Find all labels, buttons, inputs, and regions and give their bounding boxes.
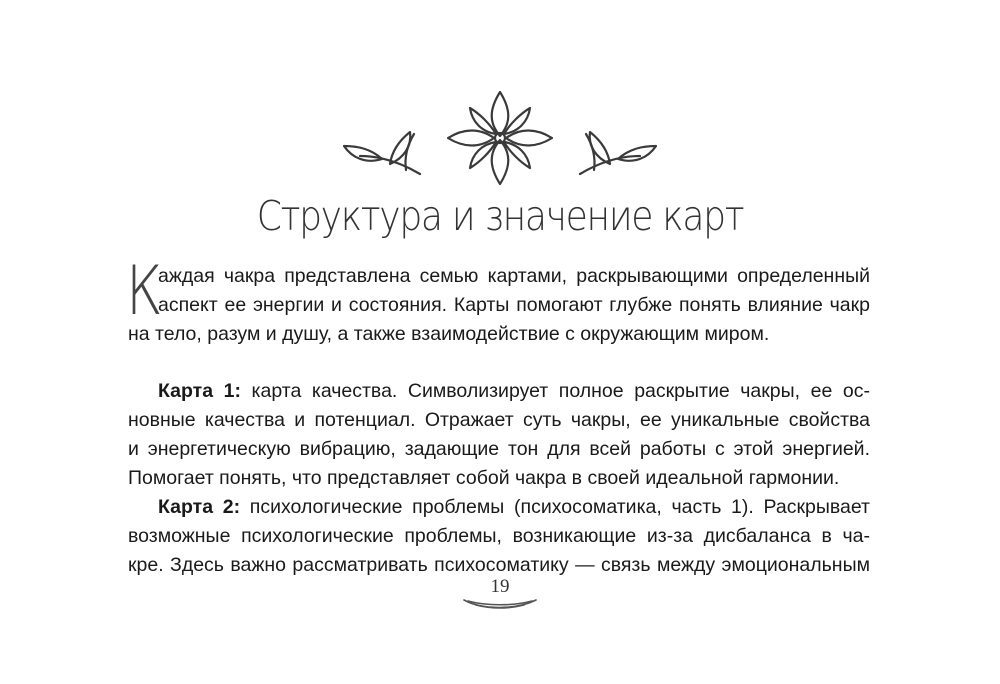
- right-leaf-sprig-icon: [580, 132, 656, 174]
- page-number: 19: [490, 576, 510, 597]
- intro-line: аждая чакра представлена семью картами, раскрывающими определенный: [158, 265, 870, 287]
- card-2-line: кре. Здесь важно рассматривать психосоматику — связь между эмоциональным: [128, 554, 870, 576]
- card-1-line: Помогает понять, что представляет собой чакра в своей идеальной гармонии.: [128, 467, 840, 489]
- card-1-line: Карта 1: карта качества. Символизирует полное раскрытие чакры, ее ос-: [158, 380, 870, 402]
- intro-line: на тело, разум и душу, а также взаимодействие с окружающим миром.: [128, 323, 770, 345]
- page-title: Структура и значение карт: [256, 192, 744, 240]
- body-text: [126, 252, 870, 580]
- card-1-label: Карта 1:: [158, 380, 241, 402]
- card-1-line: новные качества и потенциал. Отражает суть чакры, ее уникальные свойства: [128, 409, 870, 431]
- card-2-paragraph: [128, 493, 870, 580]
- leaf-swash-icon: [462, 596, 538, 612]
- intro-paragraph: [126, 252, 870, 349]
- card-1-line: и энергетическую вибрацию, задающие тон для всей работы с этой энергией.: [128, 438, 870, 460]
- drop-cap: К: [126, 252, 163, 331]
- lotus-icon: [448, 92, 552, 184]
- card-2-line: Карта 2: психологические проблемы (психосоматика, часть 1). Раскрывает: [158, 496, 870, 518]
- card-1-paragraph: [128, 377, 870, 493]
- left-leaf-sprig-icon: [344, 132, 420, 174]
- flower-ornament-icon: [330, 86, 670, 190]
- card-2-line: возможные психологические проблемы, возникающие из-за дисбаланса в ча-: [128, 525, 870, 547]
- card-2-label: Карта 2:: [158, 496, 241, 518]
- intro-line: аспект ее энергии и состояния. Карты помогают глубже понять влияние чакр: [158, 294, 870, 316]
